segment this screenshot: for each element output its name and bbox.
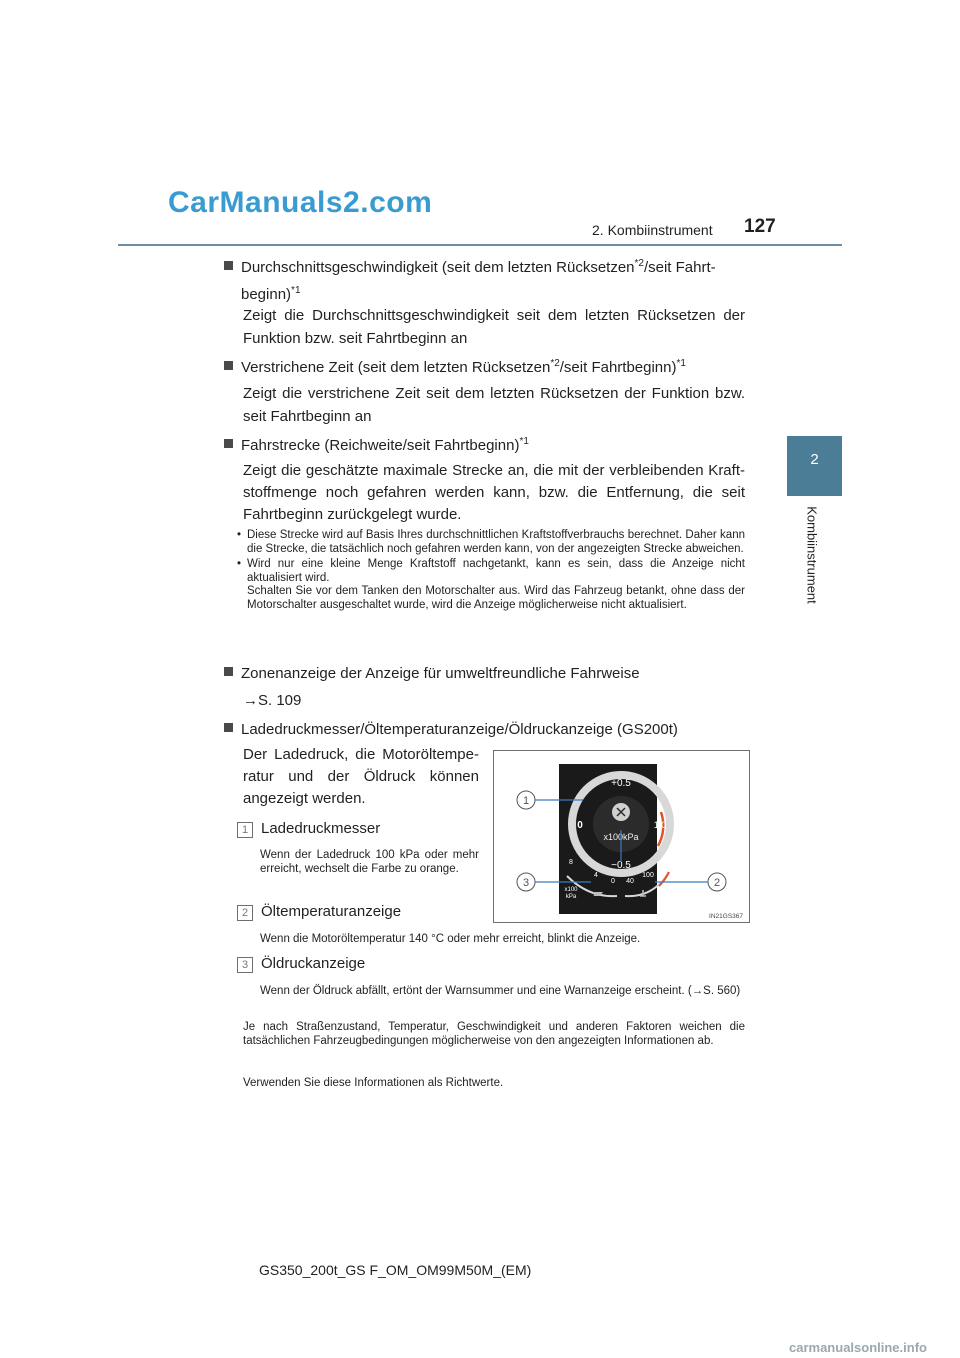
oil-temp-tick: 160 [662, 859, 674, 866]
section-heading-eco-zone: Zonenanzeige der Anzeige für umweltfreundliche Fahrweise [224, 662, 754, 685]
item-oil-temp-title: 2 Öltemperaturanzeige [237, 903, 401, 921]
note-item: • Wird nur eine kleine Menge Kraftstoff nachgetankt, kann es sein, dass die Anzeige nicht aktualisiert wird. [237, 558, 745, 584]
document-footer: GS350_200t_GS F_OM_OM99M50M_(EM) [259, 1262, 532, 1278]
oil-pressure-tick: 8 [569, 859, 573, 866]
boost-tick-label: −0.5 [611, 860, 631, 871]
note-list [237, 529, 745, 612]
figure-code: IN21GS367 [709, 913, 743, 920]
square-bullet-icon [224, 723, 233, 732]
section-text-elapsed-time: Zeigt die verstrichene Zeit seit dem letzten Rücksetzen der Funktion bzw. seit Fahrtbeginn an [243, 385, 745, 425]
callout-number: 3 [522, 877, 530, 889]
section-text-avg-speed: Zeigt die Durchschnittsgeschwindigkeit seit dem letzten Rücksetzen der Funktion bzw. seit Fahrtbeginn an [243, 307, 745, 347]
callout-number: 1 [522, 795, 530, 807]
item-oil-pressure-desc: Wenn der Öldruck abfällt, ertönt der Warnsummer und eine Warnanzeige erscheint. (→S. 560) [260, 985, 741, 997]
oil-pressure-unit: x100 [564, 887, 578, 893]
callout-number: 1 [237, 822, 253, 838]
closing-paragraph: Je nach Straßenzustand, Temperatur, Geschwindigkeit und anderen Faktoren weichen die tatsächlichen Fahrzeugbedingungen möglicherweise von den angezeigten Informationen ab. [243, 1021, 745, 1047]
header-divider [118, 244, 842, 246]
note-item: • Diese Strecke wird auf Basis Ihres durchschnittlichen Kraftstoffverbrauchs berechnet. Daher kann die Strecke, die tatsächlich noch gefahren werden kann, von der angezeigten Strecke abweichen. [237, 529, 745, 555]
section-text-gauges: Der Ladedruck, die Motoröltemperatur und der Öldruck können angezeigt werden. [243, 746, 479, 807]
page-reference-link[interactable]: →S. 109 [243, 692, 302, 709]
callout-number: 2 [713, 877, 721, 889]
oil-pressure-unit: kPa [565, 894, 577, 900]
callout-number: 3 [237, 957, 253, 973]
square-bullet-icon [224, 667, 233, 676]
oil-temp-unit: °C [663, 893, 671, 900]
square-bullet-icon [224, 261, 233, 270]
boost-tick-label: 0 [577, 820, 583, 831]
header-section-title: 2. Kombiinstrument [592, 222, 713, 238]
item-boost-title: 1 Ladedruckmesser [237, 820, 380, 838]
section-heading-elapsed-time: Verstrichene Zeit (seit dem letzten Rücksetzen$^{*2}$/seit Fahrtbeginn)$^{*1}$ [224, 352, 754, 379]
oil-pressure-tick: 4 [594, 872, 598, 879]
watermark-logo: CarManuals2.com [168, 186, 433, 219]
section-heading-avg-speed: Durchschnittsgeschwindigkeit (seit dem letzten Rücksetzen$^{*2}$/seit Fahrt- beginn)$^{*1}$ [224, 252, 754, 306]
boost-tick-label: 1.0 [653, 820, 667, 830]
boost-unit-label: x100kPa [603, 832, 639, 842]
chapter-tab-label: Kombiinstrument [804, 506, 820, 604]
oil-temp-tick: 100 [642, 872, 654, 879]
note-item-continued: Schalten Sie vor dem Tanken den Motorschalter aus. Wird das Fahrzeug betankt, ohne dass der Motorschalter ausgeschaltet wurde, wird die Anzeige möglicherweise nicht aktualisiert. [247, 585, 745, 611]
item-oil-temp-desc: Wenn die Motoröltemperatur 140 °C oder mehr erreicht, blinkt die Anzeige. [260, 933, 641, 945]
gauge-illustration [493, 750, 750, 923]
section-heading-distance: Fahrstrecke (Reichweite/seit Fahrtbeginn)$^{*1}$ [224, 430, 754, 457]
closing-note: Verwenden Sie diese Informationen als Richtwerte. [243, 1077, 504, 1089]
callout-number: 2 [237, 905, 253, 921]
boost-tick-label: +0.5 [611, 778, 631, 789]
watermark-footer: carmanualsonline.info [789, 1340, 927, 1355]
section-heading-gauges: Ladedruckmesser/Öltemperaturanzeige/Öldruckanzeige (GS200t) [224, 718, 754, 741]
item-oil-pressure-title: 3 Öldruckanzeige [237, 955, 365, 973]
gauge-figure [493, 750, 750, 923]
item-boost-desc: Wenn der Ladedruck 100 kPa oder mehr erreicht, wechselt die Farbe zu orange. [260, 849, 479, 875]
square-bullet-icon [224, 361, 233, 370]
square-bullet-icon [224, 439, 233, 448]
oil-pressure-tick: 0 [611, 878, 615, 885]
oil-temp-tick: 40 [626, 878, 634, 885]
chapter-tab[interactable]: 2 [787, 436, 842, 496]
section-text-distance: Zeigt die geschätzte maximale Strecke an, die mit der verbleibenden Kraftstoffmenge noch gefahren werden kann, bzw. die Entfernung, die seit Fahrtbeginn zurückgelegt wurde. [243, 462, 745, 523]
page-number: 127 [744, 216, 776, 237]
